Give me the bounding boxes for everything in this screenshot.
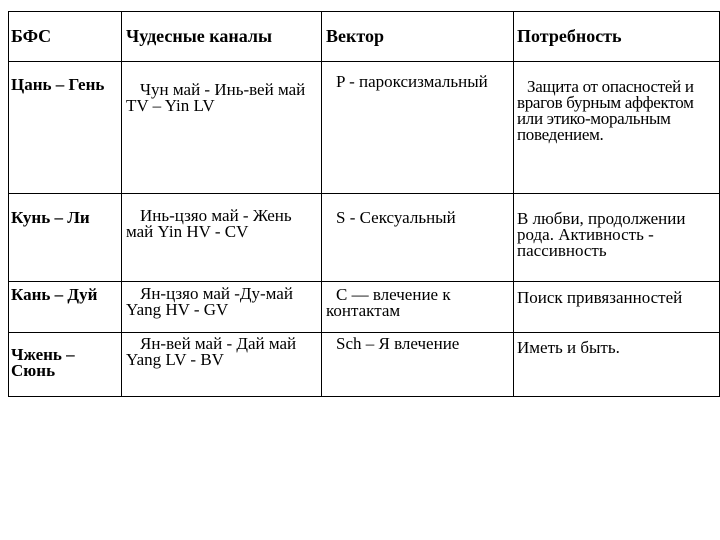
channels-text: Ян-вей май - Дай май Yang LV - BV xyxy=(126,334,297,369)
cell-need xyxy=(514,62,720,194)
bfs-name: Цань – Гень xyxy=(11,75,105,94)
cell-bfs xyxy=(9,194,122,282)
cell-need xyxy=(514,194,720,282)
header-cell-vector xyxy=(322,12,514,62)
vector-text: P - пароксизмальный xyxy=(336,72,488,91)
channels-text: Чун май - Инь-вей май TV – Yin LV xyxy=(126,80,306,115)
header-cell-channels xyxy=(122,12,322,62)
vector-text: С — влечение к контактам xyxy=(326,285,451,320)
cell-vector xyxy=(322,62,514,194)
cell-need xyxy=(514,282,720,333)
header-channels: Чудесные каналы xyxy=(126,26,273,46)
cell-bfs xyxy=(9,282,122,333)
vector-text: S - Сексуальный xyxy=(336,208,456,227)
table-row xyxy=(9,62,720,194)
header-cell-need xyxy=(514,12,720,62)
channels-text: Инь-цзяо май - Жень май Yin HV - CV xyxy=(126,206,292,241)
table-row xyxy=(9,333,720,397)
need-text: В любви, продолжении рода. Активность - пассивность xyxy=(517,209,686,260)
need-text: Иметь и быть. xyxy=(517,338,620,357)
cell-vector xyxy=(322,333,514,397)
bfs-name: Кунь – Ли xyxy=(11,208,90,227)
cell-vector xyxy=(322,194,514,282)
header-bfs: БФС xyxy=(11,26,52,46)
cell-vector xyxy=(322,282,514,333)
header-need: Потребность xyxy=(517,26,622,46)
channels-text: Ян-цзяо май -Ду-май Yang HV - GV xyxy=(126,284,293,319)
bfs-channels-table xyxy=(8,11,720,397)
cell-channels xyxy=(122,194,322,282)
cell-need xyxy=(514,333,720,397)
table-header-row xyxy=(9,12,720,62)
cell-bfs xyxy=(9,62,122,194)
cell-channels xyxy=(122,333,322,397)
header-cell-bfs xyxy=(9,12,122,62)
cell-bfs xyxy=(9,333,122,397)
need-text: Защита от опасностей и врагов бурным аффектом или этико-моральным поведением. xyxy=(517,77,694,144)
need-text: Поиск привязанностей xyxy=(517,288,683,307)
header-vector: Вектор xyxy=(326,26,384,46)
cell-channels xyxy=(122,282,322,333)
vector-text: Sch – Я влечение xyxy=(336,334,460,353)
cell-channels xyxy=(122,62,322,194)
bfs-name: Чжень – Сюнь xyxy=(11,345,75,380)
table-row xyxy=(9,282,720,333)
table-row xyxy=(9,194,720,282)
bfs-name: Кань – Дуй xyxy=(11,285,98,304)
